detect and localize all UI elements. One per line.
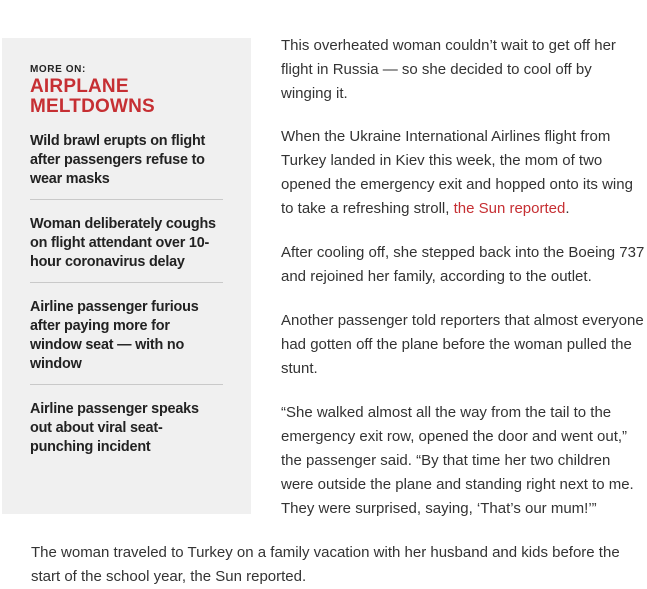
article-paragraph: This overheated woman couldn’t wait to get off her flight in Russia — so she decided to cool off by winging it. (281, 37, 616, 102)
article-paragraph: After cooling off, she stepped back into the Boeing 737 and rejoined her family, according to the outlet. (281, 244, 645, 285)
article-paragraph (281, 125, 645, 221)
paragraph-end: . (565, 200, 570, 217)
list-item (30, 385, 223, 467)
story-link[interactable]: Airline passenger speaks out about viral seat-punching incident (30, 401, 199, 455)
article-paragraph: The woman traveled to Turkey on a family vacation with her husband and kids before the start of the school year, the Sun reported. (31, 544, 620, 585)
article-paragraph: Another passenger told reporters that almost everyone had gotten off the plane before the woman pulled the stunt. (281, 312, 644, 377)
sun-reported-link[interactable]: the Sun reported (453, 200, 566, 217)
story-link[interactable]: Airline passenger furious after paying more for window seat — with no window (30, 299, 199, 372)
story-link[interactable]: Wild brawl erupts on flight after passengers refuse to wear masks (30, 133, 206, 187)
story-link[interactable]: Woman deliberately coughs on flight attendant over 10-hour coronavirus delay (30, 216, 216, 270)
article-paragraph: “She walked almost all the way from the tail to the emergency exit row, opened the door and went out,” the passenger said. “By that time her two children were outside the plane and standing right next to me. They were surprised, saying, ‘That’s our mum!’” (281, 404, 634, 517)
story-list (30, 128, 223, 467)
list-item (30, 283, 223, 385)
paragraph-text: When the Ukraine International Airlines flight from Turkey landed in Kiev this week, the mom of two opened the emergency exit and hopped onto its wing to take a refreshing stroll, (281, 128, 633, 217)
sidebar-title[interactable]: AIRPLANE MELTDOWNS (30, 76, 155, 117)
list-item (30, 200, 223, 283)
sidebar-kicker: MORE ON: (30, 64, 86, 75)
list-item (30, 128, 223, 200)
related-stories-sidebar (2, 38, 251, 514)
